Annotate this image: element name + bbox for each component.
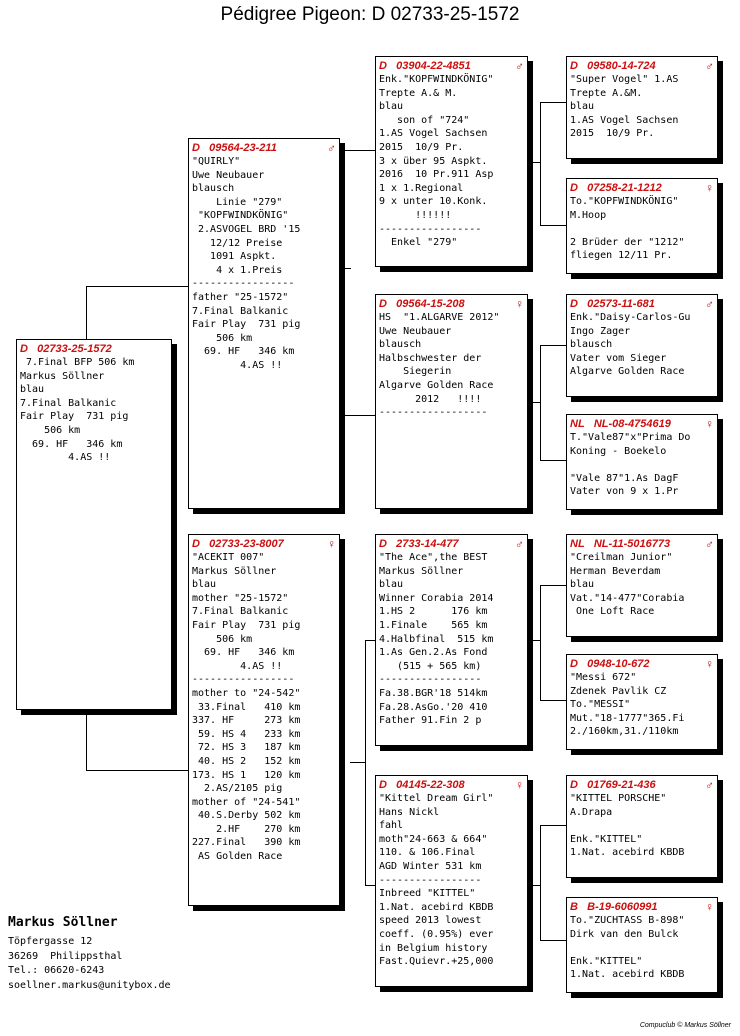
breeder-street: Töpfergasse 12: [8, 936, 93, 947]
detail-line: Ingo Zager: [570, 325, 631, 337]
pigeon-details: [570, 671, 714, 739]
detail-line: To."ZUCHTASS B-898": [570, 915, 685, 926]
detail-line: Vat."14-477"Corabia: [570, 592, 685, 604]
pigeon-card-dam-sire[interactable]: [375, 534, 528, 746]
detail-line: "Super Vogel" 1.AS: [570, 74, 679, 85]
pigeon-details: [379, 73, 524, 250]
pigeon-details: [570, 551, 714, 619]
connector-line: [530, 402, 541, 403]
detail-line: 69. HF 346 km: [192, 647, 295, 659]
ring-number: NL NL-11-5016773: [570, 538, 671, 550]
detail-line: ------------------: [379, 407, 488, 419]
connector-line: [540, 102, 568, 103]
female-sex-icon: ♀: [515, 778, 524, 792]
detail-line: Enk."KOPFWINDKÖNIG": [379, 74, 494, 85]
detail-line: 1.HS 2 176 km: [379, 606, 488, 618]
detail-line: blau: [192, 579, 217, 591]
pigeon-details: [379, 551, 524, 728]
detail-line: 227.Final 390 km: [192, 837, 301, 849]
detail-line: -----------------: [192, 674, 295, 686]
female-sex-icon: ♀: [705, 181, 714, 195]
detail-line: !!!!!!: [379, 209, 452, 221]
pigeon-card-dds[interactable]: [566, 775, 718, 878]
connector-line: [540, 825, 568, 826]
detail-line: Enkel "279": [379, 237, 458, 249]
male-sex-icon: ♂: [705, 537, 714, 551]
detail-line: Enk."KITTEL": [570, 955, 643, 967]
male-sex-icon: ♂: [705, 297, 714, 311]
pigeon-details: [192, 551, 336, 864]
female-sex-icon: ♀: [705, 417, 714, 431]
detail-line: blausch: [570, 339, 613, 351]
connector-line: [540, 825, 541, 941]
pigeon-card-sss[interactable]: [566, 56, 718, 159]
detail-line: 2.AS/2105 pig: [192, 783, 283, 795]
pigeon-details: [570, 73, 714, 141]
detail-line: (515 + 565 km): [379, 660, 482, 672]
detail-line: 9 x unter 10.Konk.: [379, 196, 488, 208]
ring-number: D 02733-23-8007: [192, 538, 284, 550]
detail-line: Trepte A.&M.: [570, 87, 643, 99]
detail-line: blau: [20, 384, 45, 396]
detail-line: 1.Nat. acebird KBDB: [379, 901, 494, 913]
connector-line: [340, 150, 378, 151]
connector-line: [86, 286, 190, 287]
detail-line: blau: [570, 579, 595, 591]
detail-line: fliegen 12/11 Pr.: [570, 250, 673, 262]
detail-line: 2.HF 270 km: [192, 823, 301, 835]
detail-line: Fair Play 731 pig: [192, 619, 301, 631]
detail-line: blau: [570, 101, 595, 113]
detail-line: Herman Beverdam: [570, 565, 661, 577]
detail-line: 1.Finale 565 km: [379, 619, 488, 631]
connector-line: [530, 640, 541, 641]
pigeon-card-sdd[interactable]: [566, 414, 718, 510]
detail-line: moth"24-663 & 664": [379, 833, 488, 845]
detail-line: Uwe Neubauer: [192, 169, 265, 181]
detail-line: M.Hoop: [570, 209, 607, 221]
detail-line: Zdenek Pavlik CZ: [570, 685, 667, 697]
detail-line: 4.Halbfinal 515 km: [379, 633, 494, 645]
detail-line: 2./160km,31./110km: [570, 726, 679, 738]
connector-line: [540, 585, 568, 586]
detail-line: 12/12 Preise: [192, 237, 283, 249]
detail-line: 1.Nat. acebird KBDB: [570, 969, 685, 981]
ring-number: D 07258-21-1212: [570, 182, 662, 194]
detail-line: 40.S.Derby 502 km: [192, 810, 301, 822]
ring-number: D 02733-25-1572: [20, 343, 112, 355]
detail-line: AGD Winter 531 km: [379, 860, 482, 872]
detail-line: Uwe Neubauer: [379, 325, 452, 337]
pigeon-card-subject[interactable]: [16, 339, 172, 710]
detail-line: 506 km: [192, 332, 253, 344]
detail-line: Markus Söllner: [192, 565, 277, 577]
detail-line: HS "1.ALGARVE 2012": [379, 312, 500, 323]
detail-line: [570, 941, 714, 955]
pigeon-card-dam[interactable]: [188, 534, 340, 906]
detail-line: Hans Nickl: [379, 806, 440, 818]
detail-line: Vater von 9 x 1.Pr: [570, 486, 679, 498]
pigeon-card-sire-sire[interactable]: [375, 56, 528, 267]
detail-line: "Messi 672": [570, 672, 637, 683]
pigeon-details: [20, 356, 168, 465]
page-title: Pédigree Pigeon: D 02733-25-1572: [220, 4, 520, 25]
detail-line: 33.Final 410 km: [192, 701, 301, 713]
ring-number: D 0948-10-672: [570, 658, 650, 670]
connector-line: [86, 770, 190, 771]
detail-line: 72. HS 3 187 km: [192, 742, 301, 754]
detail-line: "QUIRLY": [192, 156, 241, 167]
connector-line: [530, 162, 541, 163]
detail-line: 7.Final Balkanic: [192, 305, 289, 317]
detail-line: 4.AS !!: [192, 359, 283, 371]
detail-line: in Belgium history: [379, 942, 488, 954]
female-sex-icon: ♀: [327, 537, 336, 551]
detail-line: Fa.28.AsGo.'20 410: [379, 701, 488, 713]
detail-line: 2.ASVOGEL BRD '15: [192, 223, 301, 235]
pigeon-card-dss[interactable]: [566, 534, 718, 637]
detail-line: 506 km: [192, 633, 253, 645]
detail-line: AS Golden Race: [192, 851, 283, 863]
breeder-name: Markus Söllner: [8, 915, 118, 930]
detail-line: Fa.38.BGR'18 514km: [379, 687, 488, 699]
detail-line: blau: [379, 101, 404, 113]
detail-line: [570, 819, 714, 833]
detail-line: T."Vale87"x"Prima Do: [570, 432, 691, 443]
detail-line: Fair Play 731 pig: [192, 319, 301, 331]
detail-line: 7.Final Balkanic: [192, 606, 289, 618]
detail-line: Halbschwester der: [379, 352, 482, 364]
detail-line: 1.AS Vogel Sachsen: [570, 114, 679, 126]
ring-number: D 04145-22-308: [379, 779, 465, 791]
male-sex-icon: ♂: [515, 59, 524, 73]
male-sex-icon: ♂: [705, 59, 714, 73]
detail-line: To."KOPFWINDKÖNIG": [570, 196, 679, 207]
detail-line: [570, 458, 714, 472]
pigeon-card-sire[interactable]: [188, 138, 340, 509]
pigeon-details: [570, 195, 714, 263]
detail-line: Dirk van den Bulck: [570, 928, 679, 940]
ring-number: NL NL-08-4754619: [570, 418, 671, 430]
pigeon-details: [570, 311, 714, 379]
pigeon-card-sire-dam[interactable]: [375, 294, 528, 509]
detail-line: "ACEKIT 007": [192, 552, 265, 563]
detail-line: 4.AS !!: [20, 452, 111, 464]
detail-line: "Kittel Dream Girl": [379, 793, 494, 804]
detail-line: "KITTEL PORSCHE": [570, 793, 667, 804]
connector-line: [540, 585, 541, 701]
connector-line: [540, 225, 568, 226]
ring-number: D 2733-14-477: [379, 538, 459, 550]
detail-line: blausch: [192, 183, 235, 195]
detail-line: Enk."Daisy-Carlos-Gu: [570, 312, 691, 323]
detail-line: -----------------: [379, 674, 482, 686]
female-sex-icon: ♀: [515, 297, 524, 311]
detail-line: Trepte A.& M.: [379, 87, 458, 99]
connector-line: [86, 286, 87, 339]
pigeon-card-dam-dam[interactable]: [375, 775, 528, 987]
detail-line: Winner Corabia 2014: [379, 592, 494, 604]
footer-credit: Compuclub © Markus Söllner: [639, 1022, 731, 1029]
detail-line: 69. HF 346 km: [192, 346, 295, 358]
detail-line: mother "25-1572": [192, 592, 289, 604]
detail-line: father "25-1572": [192, 291, 289, 303]
detail-line: 1.Nat. acebird KBDB: [570, 847, 685, 859]
connector-line: [340, 268, 351, 269]
pigeon-details: [379, 311, 524, 420]
connector-line: [350, 762, 366, 763]
connector-line: [540, 345, 568, 346]
detail-line: 1.As Gen.2.As Fond: [379, 647, 488, 659]
breeder-phone: Tel.: 06620-6243: [8, 965, 105, 976]
connector-line: [530, 885, 541, 886]
ring-number: D 02573-11-681: [570, 298, 655, 310]
detail-line: 3 x über 95 Aspkt.: [379, 155, 488, 167]
male-sex-icon: ♂: [515, 537, 524, 551]
detail-line: Markus Söllner: [379, 565, 464, 577]
connector-line: [340, 150, 341, 416]
detail-line: [570, 222, 714, 236]
detail-line: mother of "24-541": [192, 796, 301, 808]
male-sex-icon: ♂: [327, 141, 336, 155]
detail-line: 173. HS 1 120 km: [192, 769, 301, 781]
detail-line: 40. HS 2 152 km: [192, 755, 301, 767]
connector-line: [340, 415, 378, 416]
detail-line: 1.AS Vogel Sachsen: [379, 128, 488, 140]
detail-line: 110. & 106.Final: [379, 847, 476, 859]
ring-number: D 09564-15-208: [379, 298, 465, 310]
detail-line: 506 km: [20, 424, 81, 436]
detail-line: 337. HF 273 km: [192, 715, 301, 727]
detail-line: Fair Play 731 pig: [20, 411, 129, 423]
male-sex-icon: ♂: [705, 778, 714, 792]
breeder-city: 36269 Philippsthal: [8, 950, 123, 962]
pigeon-details: [192, 155, 336, 373]
detail-line: mother to "24-542": [192, 687, 301, 699]
connector-line: [540, 700, 568, 701]
detail-line: Algarve Golden Race: [570, 366, 685, 378]
pigeon-details: [570, 431, 714, 499]
ring-number: B B-19-6060991: [570, 901, 658, 913]
detail-line: Koning - Boekelo: [570, 445, 667, 457]
detail-line: 1091 Aspkt.: [192, 251, 277, 263]
breeder-email[interactable]: soellner.markus@unitybox.de: [8, 979, 171, 991]
detail-line: 2 Brüder der "1212": [570, 236, 685, 248]
detail-line: 2015 10/9 Pr.: [570, 128, 655, 140]
pigeon-details: [570, 792, 714, 860]
detail-line: "Creilman Junior": [570, 552, 673, 563]
breeder-address: [8, 914, 171, 993]
detail-line: One Loft Race: [570, 606, 655, 618]
detail-line: A.Drapa: [570, 806, 613, 818]
detail-line: 2016 10 Pr.911 Asp: [379, 169, 494, 181]
pigeon-card-ssd[interactable]: [566, 178, 718, 274]
detail-line: "Vale 87"1.As DagF: [570, 472, 679, 484]
detail-line: 2015 10/9 Pr.: [379, 141, 464, 153]
detail-line: Siegerin: [379, 366, 452, 378]
connector-line: [540, 460, 568, 461]
detail-line: 1 x 1.Regional: [379, 182, 464, 194]
connector-line: [365, 640, 366, 886]
connector-line: [86, 710, 87, 770]
detail-line: coeff. (0.95%) ever: [379, 928, 494, 940]
detail-line: 7.Final BFP 506 km: [20, 357, 135, 368]
detail-line: 4 x 1.Preis: [192, 264, 283, 276]
female-sex-icon: ♀: [705, 657, 714, 671]
pigeon-details: [379, 792, 524, 969]
detail-line: fahl: [379, 820, 404, 832]
detail-line: 7.Final Balkanic: [20, 397, 117, 409]
detail-line: 4.AS !!: [192, 660, 283, 672]
ring-number: D 01769-21-436: [570, 779, 656, 791]
ring-number: D 03904-22-4851: [379, 60, 471, 72]
connector-line: [540, 102, 541, 226]
detail-line: -----------------: [379, 874, 482, 886]
detail-line: "The Ace",the BEST: [379, 552, 488, 563]
detail-line: 59. HS 4 233 km: [192, 728, 301, 740]
detail-line: -----------------: [379, 223, 482, 235]
detail-line: Linie "279": [192, 196, 283, 208]
ring-number: D 09580-14-724: [570, 60, 656, 72]
detail-line: Fast.Quievr.+25,000: [379, 956, 494, 968]
detail-line: "KOPFWINDKÖNIG": [192, 210, 289, 222]
detail-line: -----------------: [192, 278, 295, 290]
detail-line: To."MESSI": [570, 699, 631, 711]
connector-line: [540, 345, 541, 461]
detail-line: 69. HF 346 km: [20, 438, 123, 450]
ring-number: D 09564-23-211: [192, 142, 277, 154]
pigeon-card-ddd[interactable]: [566, 897, 718, 993]
detail-line: blau: [379, 579, 404, 591]
detail-line: son of "724": [379, 114, 470, 126]
detail-line: Vater vom Sieger: [570, 352, 667, 364]
detail-line: Enk."KITTEL": [570, 833, 643, 845]
detail-line: 2012 !!!!: [379, 393, 482, 405]
detail-line: Algarve Golden Race: [379, 379, 494, 391]
pigeon-card-sds[interactable]: [566, 294, 718, 397]
detail-line: Father 91.Fin 2 p: [379, 715, 482, 727]
pigeon-card-dsd[interactable]: [566, 654, 718, 750]
detail-line: Inbreed "KITTEL": [379, 888, 476, 900]
detail-line: speed 2013 lowest: [379, 915, 482, 927]
pigeon-details: [570, 914, 714, 982]
female-sex-icon: ♀: [705, 900, 714, 914]
detail-line: Mut."18-1777"365.Fi: [570, 712, 685, 724]
connector-line: [540, 940, 568, 941]
detail-line: Markus Söllner: [20, 370, 105, 382]
detail-line: blausch: [379, 339, 422, 351]
